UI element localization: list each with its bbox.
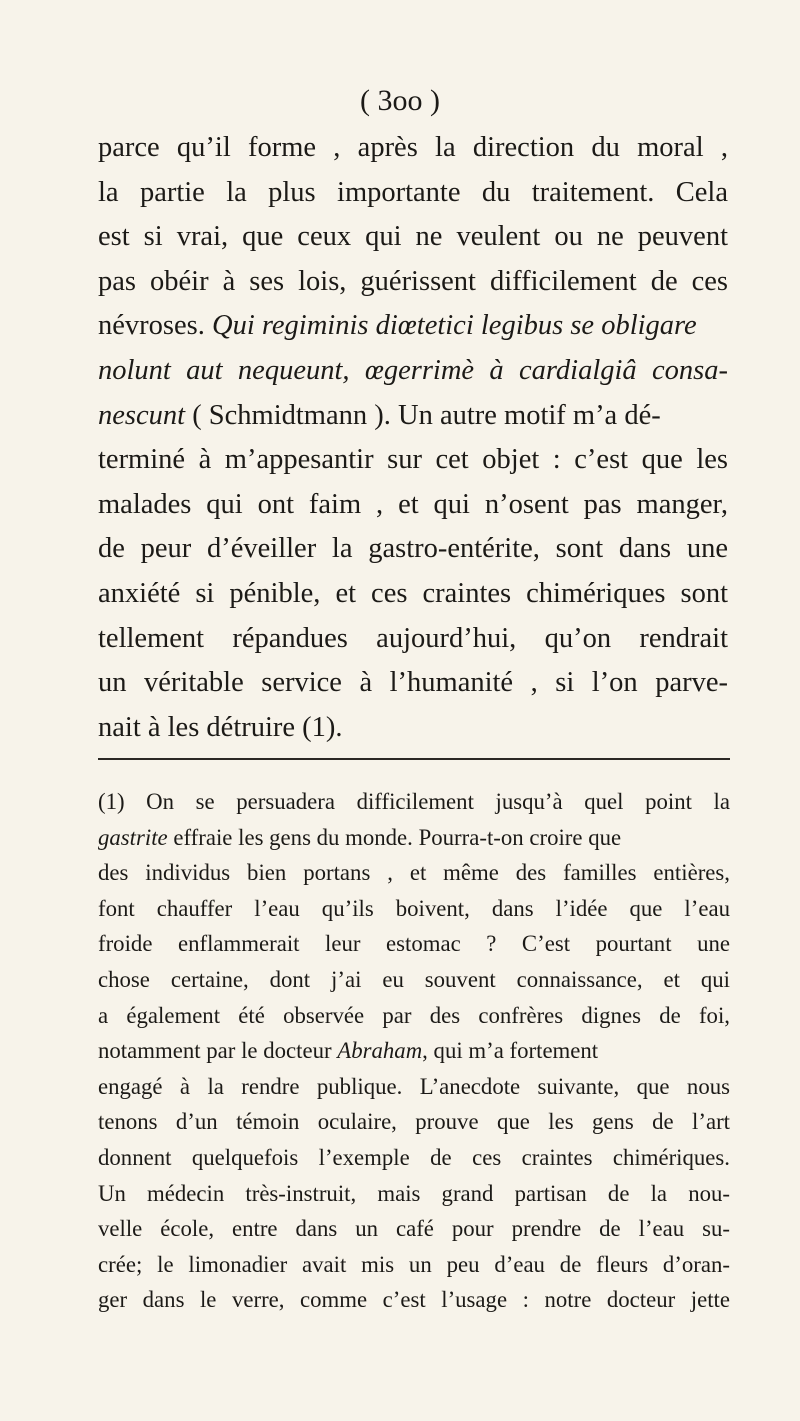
footnote-line [98, 1033, 730, 1069]
text-segment: ( Schmidtmann ). Un autre motif m’a dé- [192, 399, 661, 431]
text-line: un véritable service à l’humanité , si l’on parve- [98, 667, 728, 699]
text-line: anxiété si pénible, et ces craintes chimériques sont [98, 577, 728, 609]
footnote-line: engagé à la rendre publique. L’anecdote suivante, que nous [98, 1073, 730, 1099]
text-segment: notamment par le docteur [98, 1038, 332, 1064]
text-line [98, 304, 728, 349]
footnote-line: froide enflammerait leur estomac ? C’est pourtant une [98, 931, 730, 957]
footnote-line: chose certaine, dont j’ai eu souvent connaissance, et qui [98, 966, 730, 992]
footnote-divider [98, 758, 730, 760]
text-line: malades qui ont faim , et qui n’osent pas manger, [98, 488, 728, 520]
latin-quote-end: nescunt [98, 399, 186, 431]
footnote-line: (1) On se persuadera difficilement jusqu’à quel point la [98, 789, 730, 814]
text-line: nait à les détruire (1). [98, 711, 343, 743]
main-text [98, 126, 728, 750]
footnote-italic-term: gastrite [98, 824, 168, 850]
text-segment: névroses. [98, 310, 205, 342]
text-line: est si vrai, que ceux qui ne veulent ou ne peuvent [98, 221, 728, 253]
latin-quote-line: nolunt aut nequeunt, œgerrimè à cardialgiâ consa- [98, 354, 728, 386]
footnote-line: crée; le limonadier avait mis un peu d’eau de fleurs d’oran- [98, 1251, 730, 1277]
footnote-line: tenons d’un témoin oculaire, prouve que les gens de l’art [98, 1109, 730, 1135]
footnote-line: font chauffer l’eau qu’ils boivent, dans l’idée que l’eau [98, 895, 730, 921]
text-line: tellement répandues aujourd’hui, qu’on rendrait [98, 622, 728, 654]
text-segment: effraie les gens du monde. Pourra-t-on croire que [173, 824, 622, 850]
latin-quote: Qui regiminis diœtetici legibus se obligare [211, 310, 697, 342]
text-line: pas obéir à ses lois, guérissent difficilement de ces [98, 265, 728, 297]
footnote-line: des individus bien portans , et même des familles entières, [98, 860, 730, 886]
text-line: la partie la plus importante du traitement. Cela [98, 176, 728, 208]
footnote-line: Un médecin très-instruit, mais grand partisan de la nou- [98, 1180, 730, 1206]
text-segment: , qui m’a fortement [422, 1038, 599, 1064]
footnote-line: ger dans le verre, comme c’est l’usage : notre docteur jette [98, 1287, 730, 1313]
page-number: ( 3oo ) [360, 84, 440, 117]
footnote-line: donnent quelquefois l’exemple de ces craintes chimériques. [98, 1144, 730, 1170]
text-line: parce qu’il forme , après la direction du moral , [98, 132, 728, 163]
text-line: terminé à m’appesantir sur cet objet : c’est que les [98, 444, 728, 476]
footnote-line: a également été observée par des confrères dignes de foi, [98, 1002, 730, 1028]
text-line: de peur d’éveiller la gastro-entérite, sont dans une [98, 533, 728, 565]
footnote-italic-name: Abraham [337, 1038, 423, 1064]
footnote-line: velle école, entre dans un café pour prendre de l’eau su- [98, 1216, 730, 1242]
text-line [98, 394, 728, 439]
footnote-line [98, 820, 730, 856]
footnote [98, 784, 730, 1318]
